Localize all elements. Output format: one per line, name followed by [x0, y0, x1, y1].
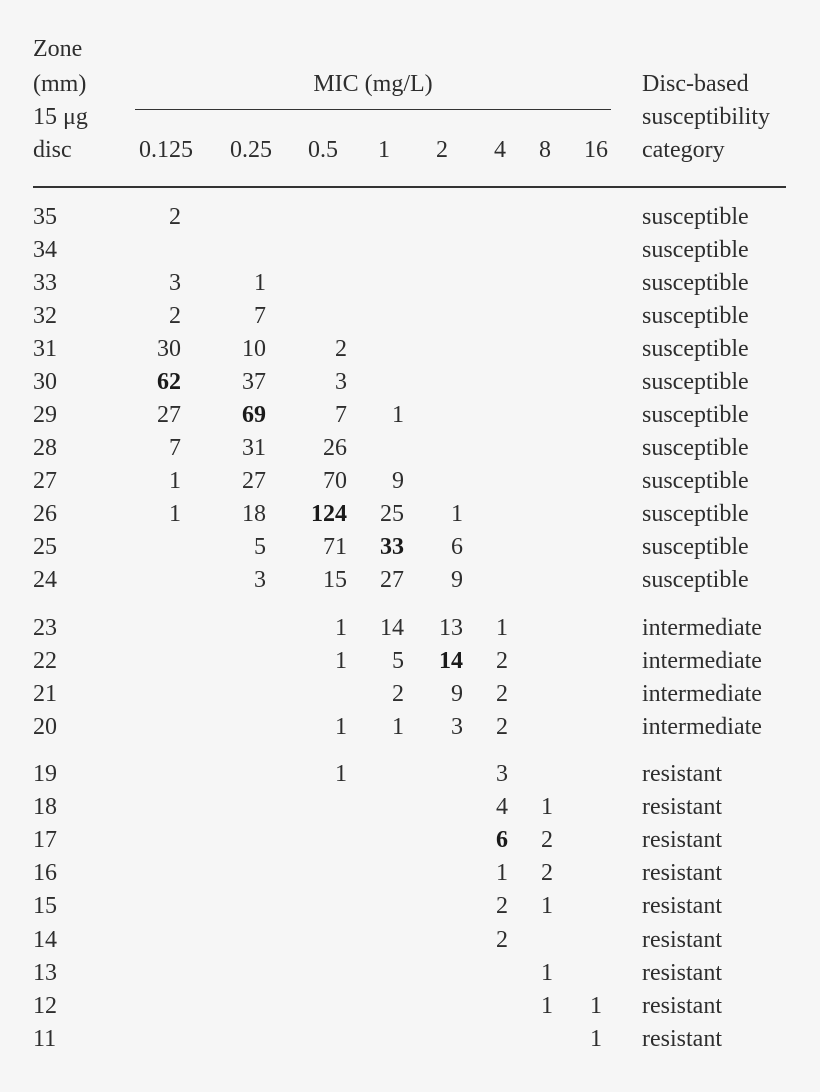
count-cell: 26	[323, 435, 347, 461]
category-cell: susceptible	[642, 237, 749, 263]
count-cell: 27	[157, 402, 181, 428]
count-cell: 2	[496, 681, 508, 707]
count-cell: 70	[323, 468, 347, 494]
zone-cell: 12	[33, 992, 57, 1019]
count-cell: 1	[254, 270, 266, 296]
count-cell: 1	[541, 794, 553, 821]
zone-cell: 13	[33, 959, 57, 986]
count-cell: 2	[541, 827, 553, 854]
count-cell: 3	[451, 714, 463, 740]
category-cell: susceptible	[642, 468, 749, 494]
category-cell: susceptible	[642, 534, 749, 560]
zone-cell: 17	[33, 827, 57, 854]
count-cell: 1	[335, 615, 347, 641]
count-cell: 9	[451, 567, 463, 593]
mic-column-header: 0.25	[230, 137, 272, 163]
count-cell: 62	[157, 369, 181, 395]
zone-cell: 23	[33, 615, 57, 641]
category-cell: susceptible	[642, 567, 749, 593]
count-cell: 2	[496, 714, 508, 740]
zone-cell: 11	[33, 1025, 57, 1052]
count-cell: 1	[541, 893, 553, 920]
count-cell: 1	[169, 468, 181, 494]
mic-column-header: 2	[436, 137, 448, 163]
category-cell: resistant	[642, 1025, 722, 1052]
count-cell: 1	[590, 1025, 602, 1052]
count-cell: 5	[254, 534, 266, 560]
count-cell: 14	[439, 648, 463, 674]
mic-header: MIC (mg/L)	[313, 71, 433, 97]
zone-cell: 19	[33, 761, 57, 787]
count-cell: 3	[335, 369, 347, 395]
zone-cell: 27	[33, 468, 57, 494]
category-cell: susceptible	[642, 402, 749, 428]
count-cell: 1	[392, 402, 404, 428]
category-cell: resistant	[642, 959, 722, 986]
count-cell: 14	[380, 615, 404, 641]
category-cell: susceptible	[642, 270, 749, 296]
count-cell: 1	[335, 761, 347, 787]
count-cell: 2	[392, 681, 404, 707]
category-cell: intermediate	[642, 615, 762, 641]
category-header-line: category	[642, 137, 725, 163]
count-cell: 3	[169, 270, 181, 296]
category-cell: resistant	[642, 992, 722, 1019]
count-cell: 3	[496, 761, 508, 787]
count-cell: 1	[335, 648, 347, 674]
category-cell: resistant	[642, 926, 722, 953]
count-cell: 7	[254, 303, 266, 329]
count-cell: 9	[392, 468, 404, 494]
count-cell: 1	[496, 860, 508, 887]
count-cell: 71	[323, 534, 347, 560]
count-cell: 2	[169, 303, 181, 329]
count-cell: 7	[335, 402, 347, 428]
count-cell: 1	[451, 501, 463, 527]
category-cell: intermediate	[642, 648, 762, 674]
category-cell: resistant	[642, 761, 722, 787]
zone-cell: 35	[33, 204, 57, 230]
category-cell: resistant	[642, 827, 722, 854]
category-cell: resistant	[642, 794, 722, 821]
count-cell: 4	[496, 794, 508, 821]
category-cell: resistant	[642, 860, 722, 887]
zone-cell: 18	[33, 794, 57, 821]
zone-header-line: 15 μg	[33, 104, 88, 130]
zone-cell: 31	[33, 336, 57, 362]
zone-cell: 22	[33, 648, 57, 674]
count-cell: 6	[496, 827, 508, 854]
count-cell: 27	[380, 567, 404, 593]
zone-cell: 25	[33, 534, 57, 560]
zone-cell: 29	[33, 402, 57, 428]
category-cell: susceptible	[642, 435, 749, 461]
count-cell: 2	[496, 893, 508, 920]
count-cell: 37	[242, 369, 266, 395]
category-cell: intermediate	[642, 714, 762, 740]
count-cell: 1	[169, 501, 181, 527]
count-cell: 18	[242, 501, 266, 527]
mic-column-header: 8	[539, 137, 551, 163]
zone-cell: 28	[33, 435, 57, 461]
zone-cell: 34	[33, 237, 57, 263]
count-cell: 7	[169, 435, 181, 461]
mic-header-rule	[135, 109, 611, 110]
count-cell: 1	[541, 992, 553, 1019]
zone-cell: 24	[33, 567, 57, 593]
category-header-line: susceptibility	[642, 104, 770, 130]
count-cell: 2	[496, 648, 508, 674]
zone-cell: 32	[33, 303, 57, 329]
zone-cell: 30	[33, 369, 57, 395]
mic-column-header: 0.125	[139, 137, 193, 163]
count-cell: 33	[380, 534, 404, 560]
mic-column-header: 0.5	[308, 137, 338, 163]
count-cell: 31	[242, 435, 266, 461]
category-cell: susceptible	[642, 369, 749, 395]
category-cell: intermediate	[642, 681, 762, 707]
category-cell: susceptible	[642, 501, 749, 527]
count-cell: 1	[392, 714, 404, 740]
mic-column-header: 4	[494, 137, 506, 163]
mic-column-header: 16	[584, 137, 608, 163]
count-cell: 6	[451, 534, 463, 560]
zone-cell: 15	[33, 893, 57, 920]
zone-cell: 33	[33, 270, 57, 296]
count-cell: 69	[242, 402, 266, 428]
category-cell: susceptible	[642, 336, 749, 362]
mic-column-header: 1	[378, 137, 390, 163]
count-cell: 2	[335, 336, 347, 362]
count-cell: 2	[541, 860, 553, 887]
category-header-line: Disc-based	[642, 71, 749, 97]
zone-header-line: Zone	[33, 36, 83, 62]
zone-cell: 14	[33, 926, 57, 953]
count-cell: 5	[392, 648, 404, 674]
category-cell: resistant	[642, 893, 722, 920]
count-cell: 3	[254, 567, 266, 593]
zone-cell: 26	[33, 501, 57, 527]
count-cell: 25	[380, 501, 404, 527]
count-cell: 15	[323, 567, 347, 593]
count-cell: 27	[242, 468, 266, 494]
zone-cell: 16	[33, 860, 57, 887]
count-cell: 1	[541, 959, 553, 986]
count-cell: 1	[496, 615, 508, 641]
zone-header-line: (mm)	[33, 71, 87, 97]
zone-header-line: disc	[33, 137, 72, 163]
zone-cell: 20	[33, 714, 57, 740]
count-cell: 9	[451, 681, 463, 707]
count-cell: 10	[242, 336, 266, 362]
count-cell: 30	[157, 336, 181, 362]
count-cell: 124	[311, 501, 347, 527]
count-cell: 1	[590, 992, 602, 1019]
count-cell: 13	[439, 615, 463, 641]
zone-cell: 21	[33, 681, 57, 707]
count-cell: 2	[496, 926, 508, 953]
category-cell: susceptible	[642, 303, 749, 329]
category-cell: susceptible	[642, 204, 749, 230]
count-cell: 2	[169, 204, 181, 230]
count-cell: 1	[335, 714, 347, 740]
header-rule	[33, 186, 786, 188]
